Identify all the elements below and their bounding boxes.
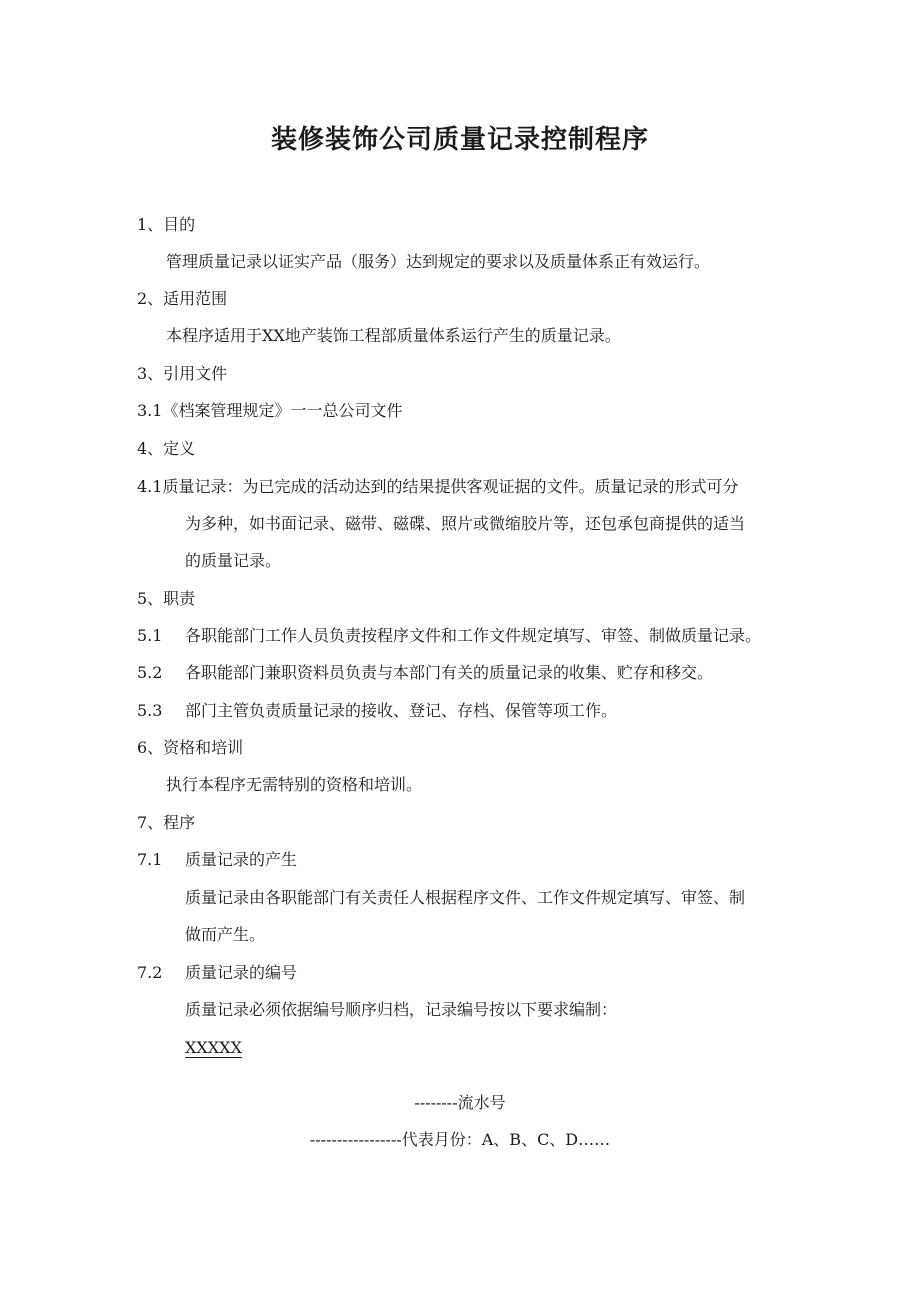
- section-2-body: 本程序适用于XX地产装饰工程部质量体系运行产生的质量记录。: [166, 326, 621, 345]
- code-legend-month: -----------------代表月份：A、B、C、D……: [309, 1130, 611, 1149]
- section-1-body: 管理质量记录以证实产品（服务）达到规定的要求以及质量体系正有效运行。: [166, 252, 711, 271]
- section-5-2-text: 各职能部门兼职资料员负责与本部门有关的质量记录的收集、贮存和移交。: [185, 663, 714, 682]
- section-7-2-body: 质量记录必须依据编号顺序归档，记录编号按以下要求编制：: [185, 1000, 618, 1019]
- code-legend-serial: --------流水号: [414, 1093, 506, 1112]
- section-4-1-line-2: 为多种，如书面记录、磁带、磁碟、照片或微缩胶片等，还包承包商提供的适当: [185, 514, 746, 533]
- section-5-1-text: 各职能部门工作人员负责按程序文件和工作文件规定填写、审签、制做质量记录。: [185, 626, 762, 645]
- section-4-1-line-1: 4.1质量记录：为已完成的活动达到的结果提供客观证据的文件。质量记录的形式可分: [137, 477, 739, 496]
- section-7-2-heading: [137, 960, 297, 986]
- section-3-1: 3.1《档案管理规定》一一总公司文件: [137, 401, 403, 420]
- section-7-1-number: 7.1: [137, 850, 163, 869]
- section-3-heading: 3、引用文件: [137, 364, 228, 383]
- section-7-heading: 7、程序: [137, 813, 196, 832]
- section-5-3-text: 部门主管负责质量记录的接收、登记、存档、保管等项工作。: [185, 701, 618, 720]
- section-7-1-line-1: 质量记录由各职能部门有关责任人根据程序文件、工作文件规定填写、审签、制: [185, 888, 746, 907]
- section-5-1-number: 5.1: [137, 626, 163, 645]
- section-5-2-number: 5.2: [137, 663, 163, 682]
- section-5-3: [137, 698, 617, 724]
- section-2-heading: 2、适用范围: [137, 289, 228, 308]
- section-4-heading: 4、定义: [137, 439, 196, 458]
- section-4-1-line-3: 的质量记录。: [185, 551, 282, 570]
- section-7-1-heading: [137, 847, 297, 873]
- document-title: 装修装饰公司质量记录控制程序: [270, 125, 649, 155]
- section-7-1-title: 质量记录的产生: [185, 850, 298, 869]
- section-5-2: [137, 660, 713, 686]
- section-7-2-title: 质量记录的编号: [185, 963, 298, 982]
- section-5-heading: 5、职责: [137, 589, 196, 608]
- section-7-1-line-2: 做而产生。: [185, 925, 266, 944]
- section-5-1: [137, 623, 761, 649]
- section-7-2-number: 7.2: [137, 963, 163, 982]
- section-6-body: 执行本程序无需特别的资格和培训。: [166, 775, 423, 794]
- section-5-3-number: 5.3: [137, 701, 163, 720]
- record-code-sample: XXXXX: [185, 1038, 242, 1057]
- section-6-heading: 6、资格和培训: [137, 738, 244, 757]
- section-1-heading: 1、目的: [137, 215, 196, 234]
